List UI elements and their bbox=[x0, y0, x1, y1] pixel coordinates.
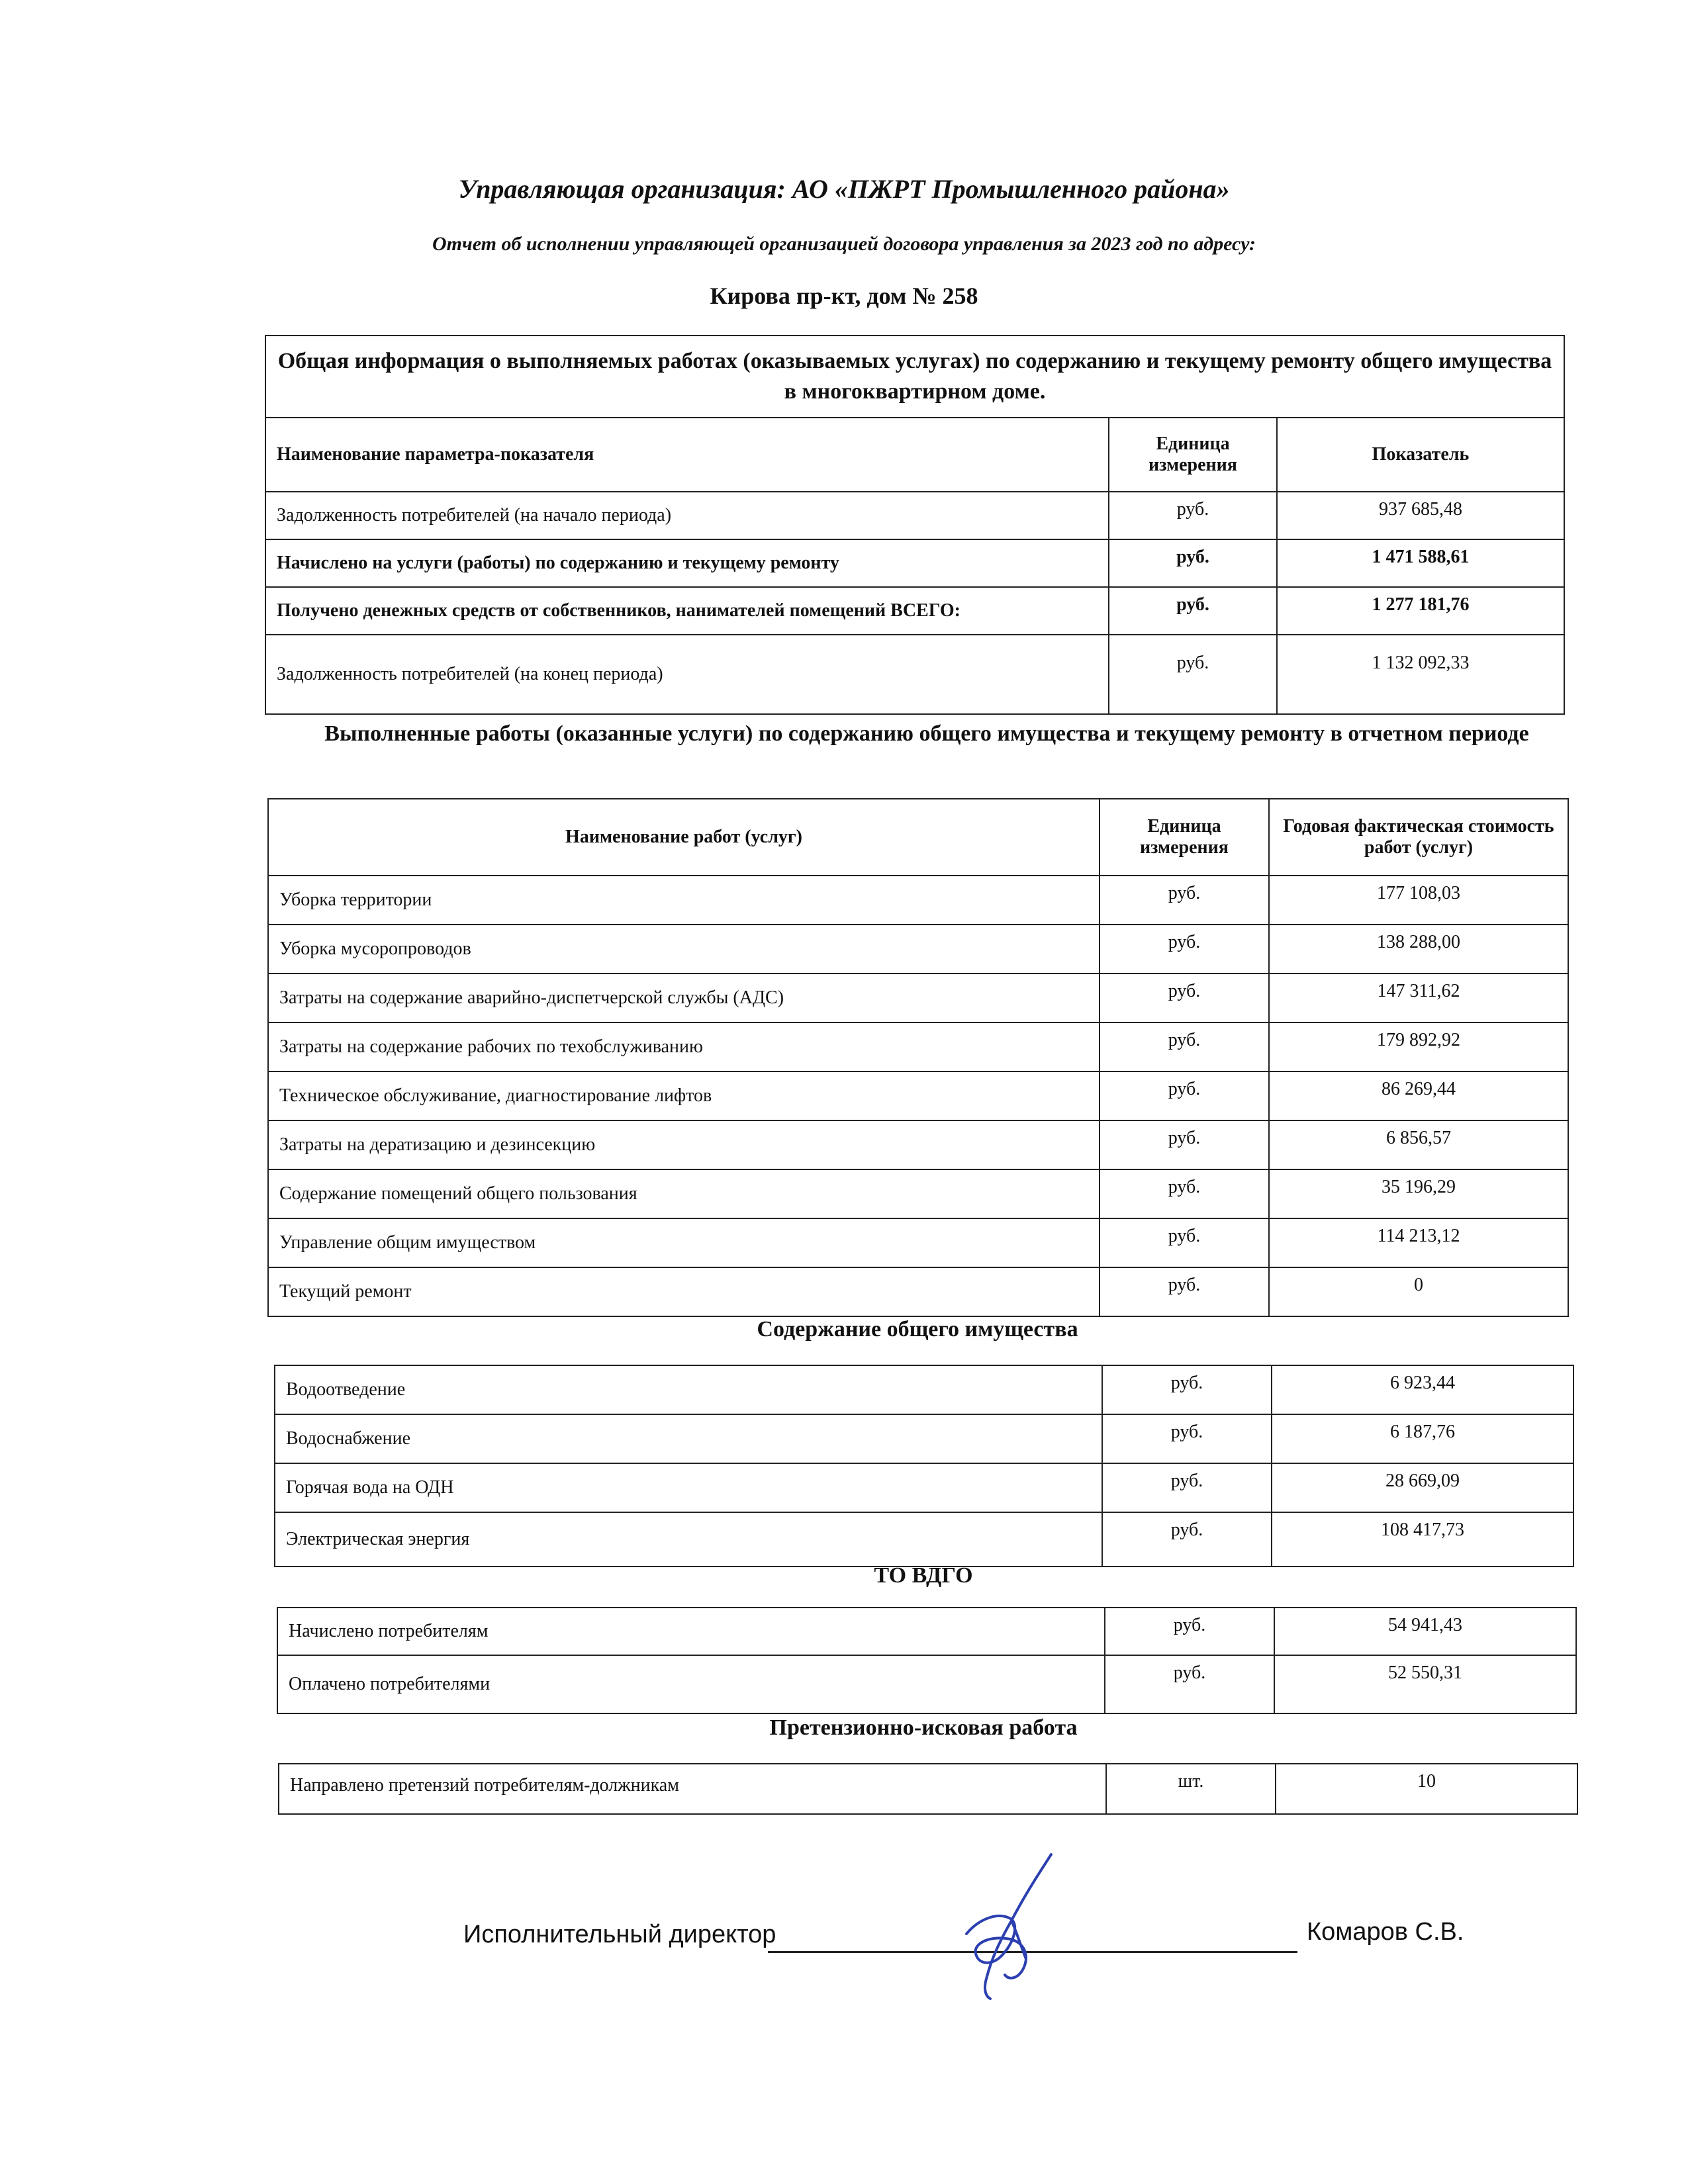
common-property-table bbox=[274, 1365, 1574, 1567]
table-row bbox=[275, 1365, 1573, 1414]
address: Кирова пр-кт, дом № 258 bbox=[710, 283, 978, 309]
row-name: Направлено претензий потребителям-должникам bbox=[279, 1764, 1106, 1814]
row-value: 114 213,12 bbox=[1269, 1218, 1568, 1267]
row-name: Техническое обслуживание, диагностирование лифтов bbox=[268, 1071, 1100, 1120]
row-name: Затраты на дератизацию и дезинсекцию bbox=[268, 1120, 1100, 1169]
row-unit: руб. bbox=[1100, 1120, 1269, 1169]
vdgo-title: ТО ВДГО bbox=[874, 1563, 973, 1588]
table-row bbox=[275, 1463, 1573, 1512]
row-value: 179 892,92 bbox=[1269, 1023, 1568, 1071]
table-row bbox=[268, 876, 1568, 925]
row-unit: руб. bbox=[1109, 492, 1277, 539]
row-value: 35 196,29 bbox=[1269, 1169, 1568, 1218]
claims-title: Претензионно-исковая работа bbox=[769, 1715, 1078, 1740]
col-header-annual-cost: Годовая фактическая стоимость работ (услуг) bbox=[1269, 799, 1568, 876]
signatory-name: Комаров С.В. bbox=[1307, 1918, 1464, 1946]
row-unit: руб. bbox=[1109, 587, 1277, 635]
row-value: 1 471 588,61 bbox=[1277, 539, 1564, 587]
row-value: 937 685,48 bbox=[1277, 492, 1564, 539]
table-row bbox=[268, 1267, 1568, 1316]
signatory-position: Исполнительный директор bbox=[463, 1921, 776, 1948]
table-row bbox=[265, 587, 1564, 635]
general-info-title: Общая информация о выполняемых работах (оказываемых услугах) по содержанию и текущему ремонту общего имущества в многоквартирном доме. bbox=[265, 336, 1564, 418]
row-value: 10 bbox=[1276, 1764, 1577, 1814]
general-info-table bbox=[265, 335, 1565, 715]
table-row bbox=[268, 1169, 1568, 1218]
row-name: Начислено на услуги (работы) по содержанию и текущему ремонту bbox=[265, 539, 1109, 587]
col-header-unit: Единица измерения bbox=[1100, 799, 1269, 876]
row-value: 28 669,09 bbox=[1272, 1463, 1573, 1512]
works-section-title: Выполненные работы (оказанные услуги) по содержанию общего имущества и текущему ремонту в отчетном периоде bbox=[324, 721, 1529, 746]
row-name: Управление общим имуществом bbox=[268, 1218, 1100, 1267]
row-name: Затраты на содержание аварийно-диспетчерской службы (АДС) bbox=[268, 974, 1100, 1023]
table-row bbox=[265, 635, 1564, 714]
row-name: Электрическая энергия bbox=[275, 1512, 1102, 1567]
table-row bbox=[279, 1764, 1577, 1814]
common-property-title: Содержание общего имущества bbox=[757, 1317, 1078, 1342]
row-value: 108 417,73 bbox=[1272, 1512, 1573, 1567]
row-unit: руб. bbox=[1100, 1267, 1269, 1316]
row-value: 54 941,43 bbox=[1274, 1608, 1576, 1655]
row-unit: руб. bbox=[1105, 1608, 1274, 1655]
row-name: Получено денежных средств от собственников, нанимателей помещений ВСЕГО: bbox=[265, 587, 1109, 635]
row-unit: руб. bbox=[1100, 1169, 1269, 1218]
row-value: 52 550,31 bbox=[1274, 1655, 1576, 1713]
row-name: Задолженность потребителей (на начало периода) bbox=[265, 492, 1109, 539]
col-header-parameter: Наименование параметра-показателя bbox=[265, 418, 1109, 492]
table-row bbox=[277, 1608, 1576, 1655]
row-value: 1 132 092,33 bbox=[1277, 635, 1564, 714]
col-header-unit: Единица измерения bbox=[1109, 418, 1277, 492]
row-value: 0 bbox=[1269, 1267, 1568, 1316]
table-row bbox=[268, 1071, 1568, 1120]
handwritten-signature bbox=[927, 1846, 1099, 2019]
row-unit: руб. bbox=[1102, 1365, 1272, 1414]
table-row bbox=[268, 974, 1568, 1023]
vdgo-table bbox=[277, 1607, 1577, 1714]
row-name: Содержание помещений общего пользования bbox=[268, 1169, 1100, 1218]
row-value: 177 108,03 bbox=[1269, 876, 1568, 925]
row-unit: руб. bbox=[1100, 1218, 1269, 1267]
row-value: 6 856,57 bbox=[1269, 1120, 1568, 1169]
row-value: 138 288,00 bbox=[1269, 925, 1568, 974]
row-unit: руб. bbox=[1100, 974, 1269, 1023]
row-name: Уборка территории bbox=[268, 876, 1100, 925]
claims-table bbox=[278, 1763, 1578, 1815]
row-value: 147 311,62 bbox=[1269, 974, 1568, 1023]
row-unit: руб. bbox=[1102, 1463, 1272, 1512]
row-name: Текущий ремонт bbox=[268, 1267, 1100, 1316]
table-row bbox=[265, 492, 1564, 539]
row-name: Затраты на содержание рабочих по техобслуживанию bbox=[268, 1023, 1100, 1071]
row-unit: руб. bbox=[1102, 1512, 1272, 1567]
row-name: Уборка мусоропроводов bbox=[268, 925, 1100, 974]
table-row bbox=[275, 1512, 1573, 1567]
row-unit: руб. bbox=[1100, 1023, 1269, 1071]
row-value: 6 187,76 bbox=[1272, 1414, 1573, 1463]
table-row bbox=[268, 1218, 1568, 1267]
col-header-work-name: Наименование работ (услуг) bbox=[268, 799, 1100, 876]
row-unit: руб. bbox=[1109, 635, 1277, 714]
row-name: Задолженность потребителей (на конец периода) bbox=[265, 635, 1109, 714]
table-row bbox=[265, 539, 1564, 587]
row-name: Начислено потребителям bbox=[277, 1608, 1105, 1655]
col-header-value: Показатель bbox=[1277, 418, 1564, 492]
report-subtitle: Отчет об исполнении управляющей организацией договора управления за 2023 год по адресу: bbox=[432, 233, 1256, 255]
row-unit: руб. bbox=[1105, 1655, 1274, 1713]
row-name: Горячая вода на ОДН bbox=[275, 1463, 1102, 1512]
table-row bbox=[277, 1655, 1576, 1713]
row-unit: шт. bbox=[1106, 1764, 1276, 1814]
row-unit: руб. bbox=[1109, 539, 1277, 587]
table-row bbox=[268, 1120, 1568, 1169]
row-name: Оплачено потребителями bbox=[277, 1655, 1105, 1713]
row-value: 1 277 181,76 bbox=[1277, 587, 1564, 635]
table-row bbox=[275, 1414, 1573, 1463]
row-name: Водоотведение bbox=[275, 1365, 1102, 1414]
organization-title: Управляющая организация: АО «ПЖРТ Промышленного района» bbox=[458, 174, 1230, 204]
row-value: 6 923,44 bbox=[1272, 1365, 1573, 1414]
row-unit: руб. bbox=[1100, 1071, 1269, 1120]
row-name: Водоснабжение bbox=[275, 1414, 1102, 1463]
table-row bbox=[268, 1023, 1568, 1071]
row-unit: руб. bbox=[1102, 1414, 1272, 1463]
row-unit: руб. bbox=[1100, 876, 1269, 925]
table-row bbox=[268, 925, 1568, 974]
row-value: 86 269,44 bbox=[1269, 1071, 1568, 1120]
row-unit: руб. bbox=[1100, 925, 1269, 974]
works-table bbox=[267, 798, 1569, 1317]
